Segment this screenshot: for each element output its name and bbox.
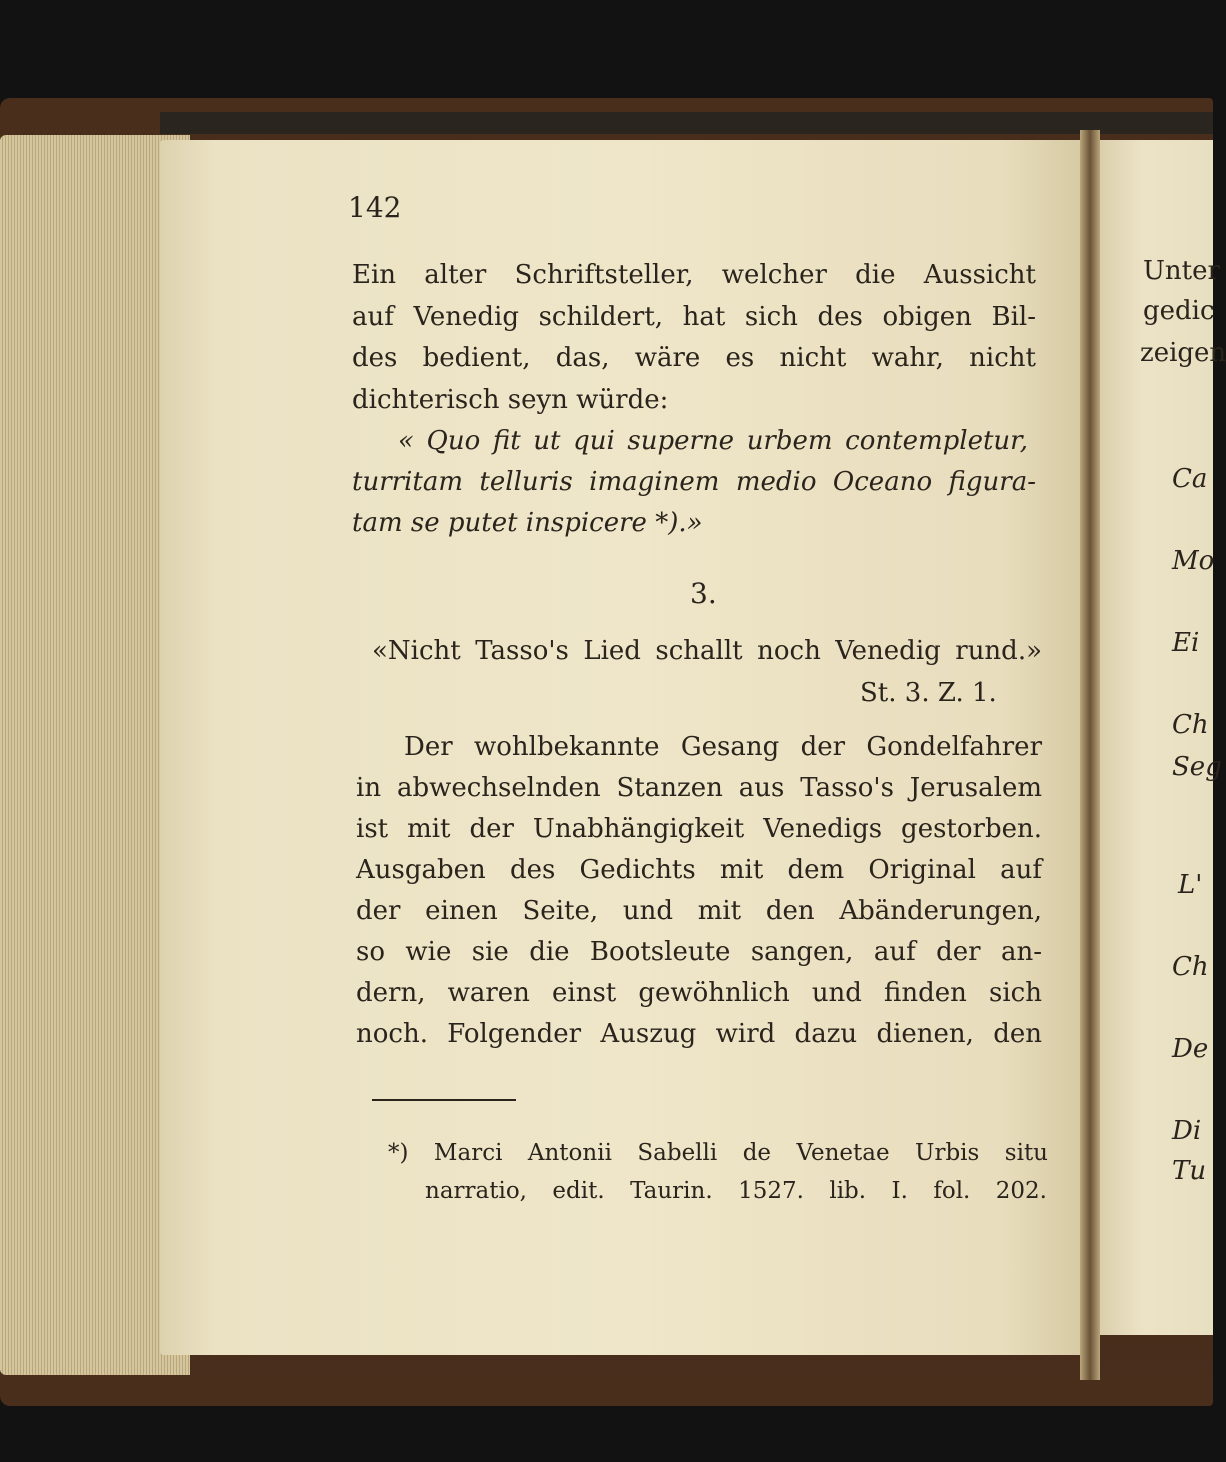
right-page-fragment: Ca	[1172, 464, 1208, 494]
body-line: so wie sie die Bootsleute sangen, auf der an-	[356, 937, 1042, 967]
footnote-line: *) Marci Antonii Sabelli de Venetae Urbis situ	[388, 1140, 1048, 1166]
body-line: des bedient, das, wäre es nicht wahr, nicht	[352, 343, 1036, 373]
body-line: auf Venedig schildert, hat sich des obigen Bil-	[352, 302, 1036, 332]
body-line: noch. Folgender Auszug wird dazu dienen, den	[356, 1019, 1042, 1049]
cover-band	[160, 112, 1213, 134]
body-line: in abwechselnden Stanzen aus Tasso's Jerusalem	[356, 773, 1042, 803]
epigraph: «Nicht Tasso's Lied schallt noch Venedig rund.»	[372, 636, 1042, 666]
right-page-fragment: gedic	[1143, 296, 1215, 326]
right-page-fragment: L'	[1178, 870, 1203, 900]
body-line: der einen Seite, und mit den Abänderungen,	[356, 896, 1042, 926]
latin-quote-line: tam se putet inspicere *).»	[352, 508, 703, 538]
right-page-fragment: Unter	[1143, 256, 1220, 286]
right-page-fragment: Seg	[1172, 752, 1222, 782]
right-page-fragment: Di	[1172, 1116, 1202, 1146]
right-page-fragment: Ch	[1172, 952, 1209, 982]
right-page-fragment: De	[1172, 1034, 1209, 1064]
latin-quote-line: turritam telluris imaginem medio Oceano figura-	[352, 467, 1036, 497]
right-page-fragment: Tu	[1172, 1156, 1207, 1186]
body-line: dichterisch seyn würde:	[352, 385, 669, 415]
right-page-fragment: zeigen	[1140, 338, 1226, 368]
right-page-fragment: Mo	[1172, 546, 1215, 576]
body-line: Ausgaben des Gedichts mit dem Original auf	[356, 855, 1042, 885]
body-line: dern, waren einst gewöhnlich und finden sich	[356, 978, 1042, 1008]
page-number: 142	[348, 191, 402, 224]
body-line: ist mit der Unabhängigkeit Venedigs gestorben.	[356, 814, 1042, 844]
right-page-fragment: Ei	[1172, 628, 1200, 658]
body-line: Der wohlbekannte Gesang der Gondelfahrer	[404, 732, 1042, 762]
section-number: 3.	[690, 577, 717, 610]
footnote-line: narratio, edit. Taurin. 1527. lib. I. fol. 202.	[425, 1178, 1047, 1204]
latin-quote-line: « Quo fit ut qui superne urbem contempletur,	[398, 426, 1028, 456]
right-page-fragment: Ch	[1172, 710, 1209, 740]
footnote-rule	[372, 1099, 516, 1101]
body-line: Ein alter Schriftsteller, welcher die Aussicht	[352, 260, 1036, 290]
book-gutter	[1080, 130, 1100, 1380]
epigraph-reference: St. 3. Z. 1.	[860, 678, 997, 708]
